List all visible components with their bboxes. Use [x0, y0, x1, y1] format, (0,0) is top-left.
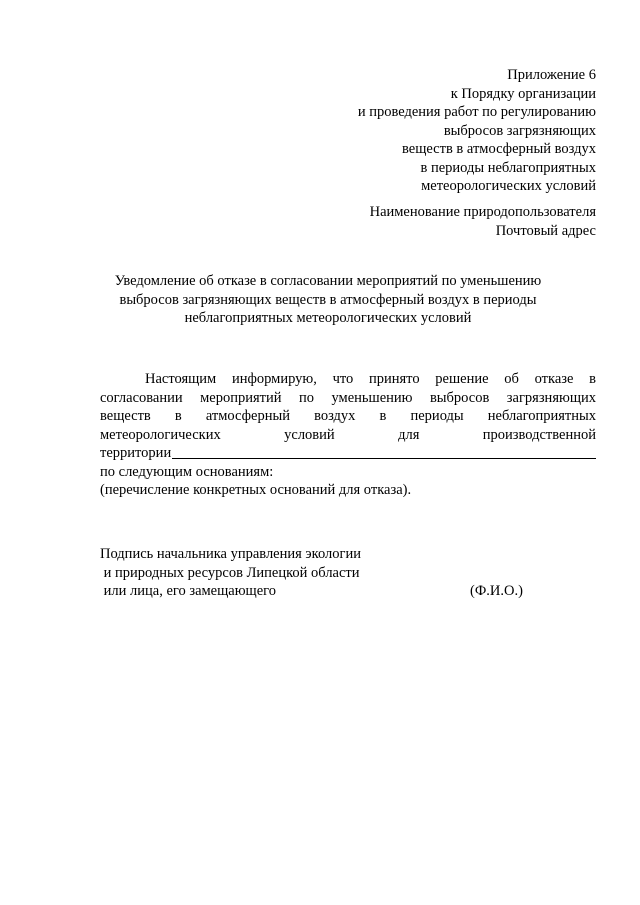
addressee-block — [370, 203, 596, 240]
title-line: неблагоприятных метеорологических условий — [184, 310, 472, 326]
company-name: Наименование природопользователя — [369, 204, 596, 220]
fio-placeholder: (Ф.И.О.) — [470, 583, 523, 599]
territory-label: территории — [100, 445, 172, 461]
appendix-header — [358, 66, 596, 196]
body-line: по следующим основаниям: — [100, 463, 274, 480]
signature-line: и природных ресурсов Липецкой области — [100, 564, 360, 581]
territory-blank-field — [172, 458, 596, 459]
appendix-line: Приложение 6 — [507, 67, 596, 83]
body-line: согласовании мероприятий по уменьшению выбросов загрязняющих — [100, 389, 596, 406]
signature-line: или лица, его замещающего — [100, 583, 276, 599]
title-line: выбросов загрязняющих веществ в атмосферный воздух в периоды — [119, 291, 537, 308]
appendix-line: выбросов загрязняющих — [443, 122, 596, 139]
body-line: (перечисление конкретных оснований для отказа). — [100, 482, 412, 498]
title-line: Уведомление об отказе в согласовании мероприятий по уменьшению — [114, 273, 542, 289]
appendix-line: и проведения работ по регулированию — [357, 104, 596, 120]
postal-address: Почтовый адрес — [495, 222, 596, 239]
body-line: метеорологических условий для производственной — [100, 426, 596, 443]
appendix-line: в периоды неблагоприятных — [420, 159, 596, 176]
document-title — [100, 272, 556, 328]
signature-block — [100, 545, 361, 601]
appendix-line: метеорологических условий — [421, 178, 596, 194]
body-line: веществ в атмосферный воздух в периоды неблагоприятных — [100, 408, 596, 424]
body-line: Настоящим информирую, что принято решение об отказе в — [145, 371, 596, 387]
appendix-line: к Порядку организации — [450, 85, 596, 102]
notification-body — [100, 370, 596, 500]
territory-line — [100, 444, 596, 463]
appendix-line: веществ в атмосферный воздух — [402, 141, 596, 157]
signature-line: Подпись начальника управления экологии — [100, 546, 361, 562]
